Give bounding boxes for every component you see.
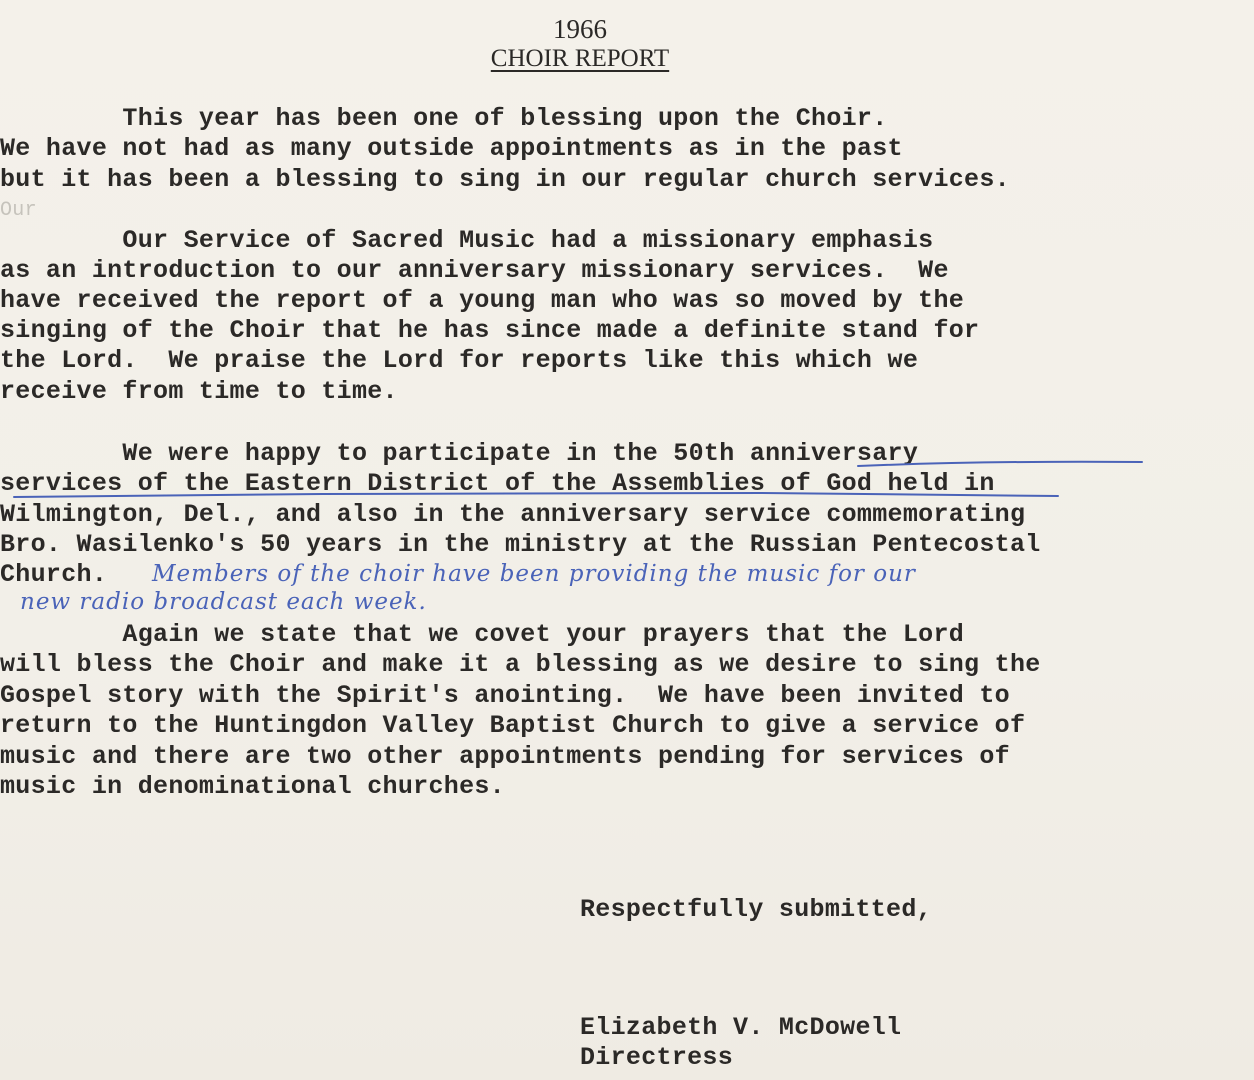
paragraph4-line1: Again we state that we covet your prayers that the Lord: [0, 620, 965, 649]
paragraph2-line3: have received the report of a young man who was so moved by the: [0, 286, 965, 315]
paragraph3-line5: Church.: [0, 560, 108, 589]
signer-title: Directress: [580, 1043, 734, 1072]
paragraph4-line4: return to the Huntingdon Valley Baptist Church to give a service of: [0, 711, 1026, 740]
signer-name: Elizabeth V. McDowell: [580, 1013, 902, 1042]
document-title-text: CHOIR REPORT: [490, 45, 670, 72]
paragraph4-line3: Gospel story with the Spirit's anointing. We have been invited to: [0, 681, 1010, 710]
paragraph3-line2: services of the Eastern District of the Assemblies of God held in: [0, 469, 995, 498]
handwritten-note-line2: new radio broadcast each week.: [20, 589, 427, 615]
document-title: [0, 44, 1160, 74]
paragraph4-line5: music and there are two other appointments pending for services of: [0, 742, 1010, 771]
paragraph1-line3: but it has been a blessing to sing in our regular church services.: [0, 165, 1010, 194]
paragraph2-line2: as an introduction to our anniversary missionary services. We: [0, 256, 949, 285]
closing-line: Respectfully submitted,: [580, 895, 932, 924]
paragraph3-line4: Bro. Wasilenko's 50 years in the ministry at the Russian Pentecostal: [0, 530, 1041, 559]
handwritten-note-line1: Members of the choir have been providing the music for our: [152, 561, 916, 587]
document-year: 1966: [553, 14, 607, 44]
faint-fragment: Our: [0, 199, 37, 222]
paragraph4-line2: will bless the Choir and make it a blessing as we desire to sing the: [0, 650, 1041, 679]
paragraph3-line1: We were happy to participate in the 50th anniversary: [0, 439, 919, 468]
paragraph2-line6: receive from time to time.: [0, 377, 398, 406]
paragraph3-line3: Wilmington, Del., and also in the anniversary service commemorating: [0, 500, 1026, 529]
paragraph1-line1: This year has been one of blessing upon the Choir.: [0, 104, 888, 133]
paragraph2-line5: the Lord. We praise the Lord for reports like this which we: [0, 346, 919, 375]
paragraph4-line6: music in denominational churches.: [0, 772, 505, 801]
paragraph2-line1: Our Service of Sacred Music had a missionary emphasis: [0, 226, 934, 255]
paragraph1-line2: We have not had as many outside appointments as in the past: [0, 134, 903, 163]
paragraph2-line4: singing of the Choir that he has since made a definite stand for: [0, 316, 980, 345]
